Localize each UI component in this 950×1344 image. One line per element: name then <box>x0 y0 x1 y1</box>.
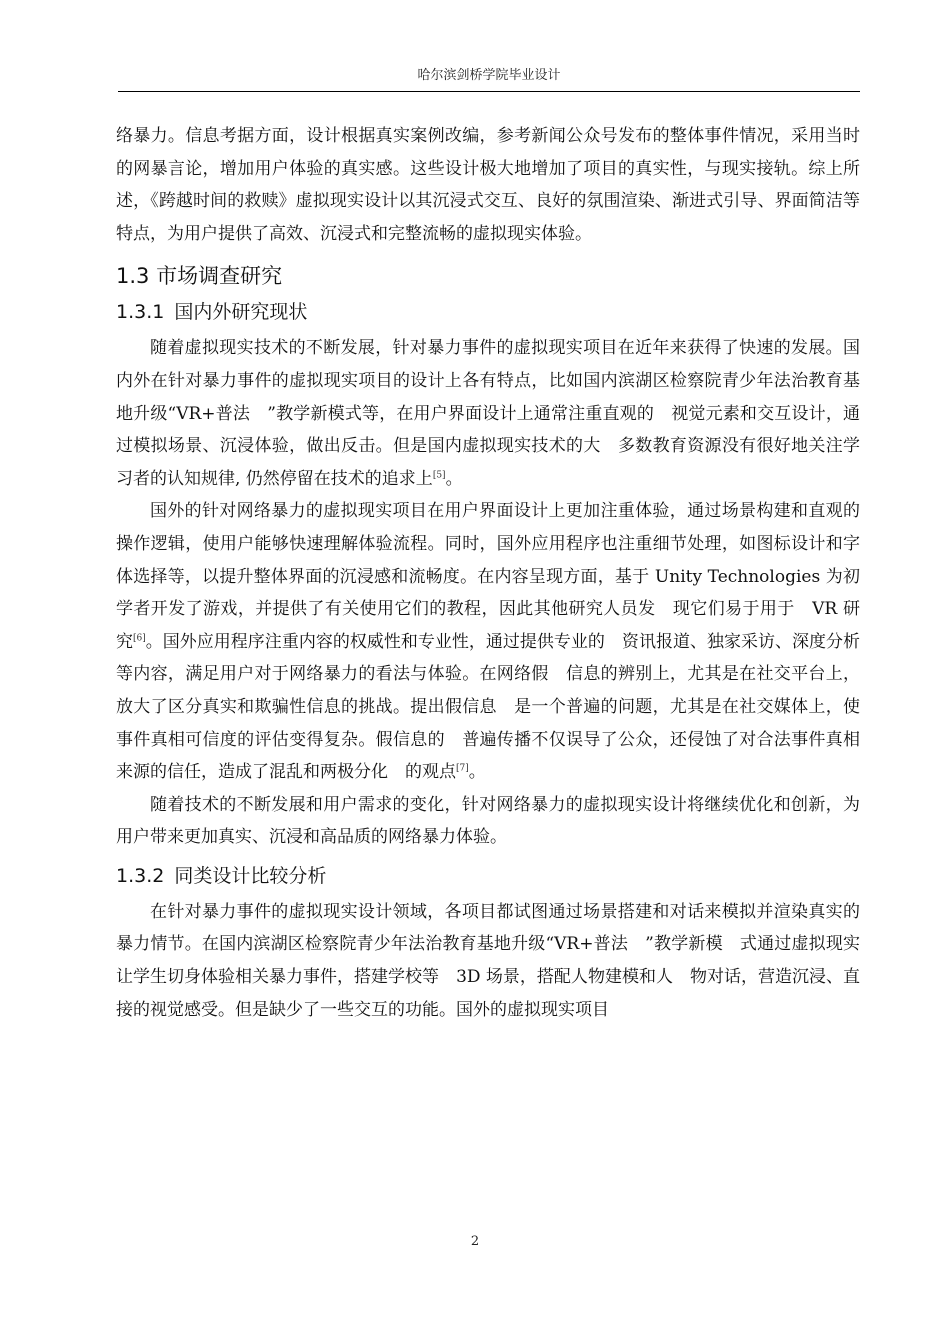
paragraph-tail: 。 <box>468 762 486 783</box>
subsection-number: 1.3.1 <box>116 301 165 324</box>
page-header: 哈尔滨剑桥学院毕业设计 <box>118 64 860 92</box>
paragraph-text: 国外的针对网络暴力的虚拟现实项目在用户界面设计上更加注重体验，通过场景构建和直观的操作逻辑，使用户能够快速理解体验流程。同时，国外应用程序也注重细节处理，如图标设计和字体选择等，以提升整体界面的沉浸感和流畅度。在内容呈现方面，基于 Unity Technologies 为初学者开发了游戏，并提供了有关使用它们的教程，因此其他研究人员发 现它们易于用于 VR 研究 <box>116 501 860 652</box>
subsection-title: 国内外研究现状 <box>174 301 308 324</box>
paragraph-outlook: 随着技术的不断发展和用户需求的变化，针对网络暴力的虚拟现实设计将继续优化和创新，为用户带来更加真实、沉浸和高品质的网络暴力体验。 <box>116 794 860 848</box>
subsection-number: 1.3.2 <box>116 864 165 887</box>
paragraph-domestic-research <box>116 332 860 495</box>
citation-ref-7[interactable]: [7] <box>456 763 469 774</box>
citation-ref-6[interactable]: [6] <box>133 633 146 644</box>
subsection-heading-1-3-1 <box>116 298 860 326</box>
citation-ref-5[interactable]: [5] <box>432 470 446 481</box>
section-heading-1-3: 1.3 市场调查研究 <box>116 264 283 289</box>
paragraph-foreign-research <box>116 495 860 788</box>
paragraph-tail: 。 <box>445 468 463 489</box>
subsection-title: 同类设计比较分析 <box>174 864 327 887</box>
document-body <box>116 120 860 1026</box>
paragraph-text: 随着虚拟现实技术的不断发展，针对暴力事件的虚拟现实项目在近年来获得了快速的发展。国内外在针对暴力事件的虚拟现实项目的设计上各有特点，比如国内滨湖区检察院青少年法治教育基地升级“VR+普法 ”教学新模式等，在用户界面设计上通常注重直观的 视觉元素和交互设计，通过模拟场景、沉浸体验，做出反击。但是国内虚拟现实技术的大 多数教育资源没有很好地关注学习者的认知规律, 仍然停留在技术的追求上 <box>116 338 860 489</box>
paragraph-comparison: 在针对暴力事件的虚拟现实设计领域，各项目都试图通过场景搭建和对话来模拟并渲染真实的暴力情节。在国内滨湖区检察院青少年法治教育基地升级“VR+普法 ”教学新模 式通过虚拟现实让学生切身体验相关暴力事件，搭建学校等 3D 场景，搭配人物建模和人 物对话，营造沉浸、直接的视觉感受。但是缺少了一些交互的功能。国外的虚拟现实项目 <box>116 901 860 1020</box>
page-number: 2 <box>470 1234 480 1249</box>
paragraph-text: 。国外应用程序注重内容的权威性和专业性，通过提供专业的 资讯报道、独家采访、深度分析等内容，满足用户对于网络暴力的看法与体验。在网络假 信息的辨别上，尤其是在社交平台上，放大了区分真实和欺骗性信息的挑战。提出假信息 是一个普遍的问题，尤其是在社交媒体上，使事件真相可信度的评估变得复杂。假信息的 普遍传播不仅误导了公众，还侵蚀了对合法事件真相来源的信任，造成了混乱和两极分化 的观点 <box>116 631 861 783</box>
subsection-heading-1-3-2 <box>116 862 860 890</box>
paragraph-continued: 络暴力。信息考据方面，设计根据真实案例改编，参考新闻公众号发布的整体事件情况，采用当时的网暴言论，增加用户体验的真实感。这些设计极大地增加了项目的真实性，与现实接轨。综上所述，《跨越时间的救赎》虚拟现实设计以其沉浸式交互、良好的氛围渲染、渐进式引导、界面简洁等特点，为用户提供了高效、沉浸式和完整流畅的虚拟现实体验。 <box>116 126 860 244</box>
